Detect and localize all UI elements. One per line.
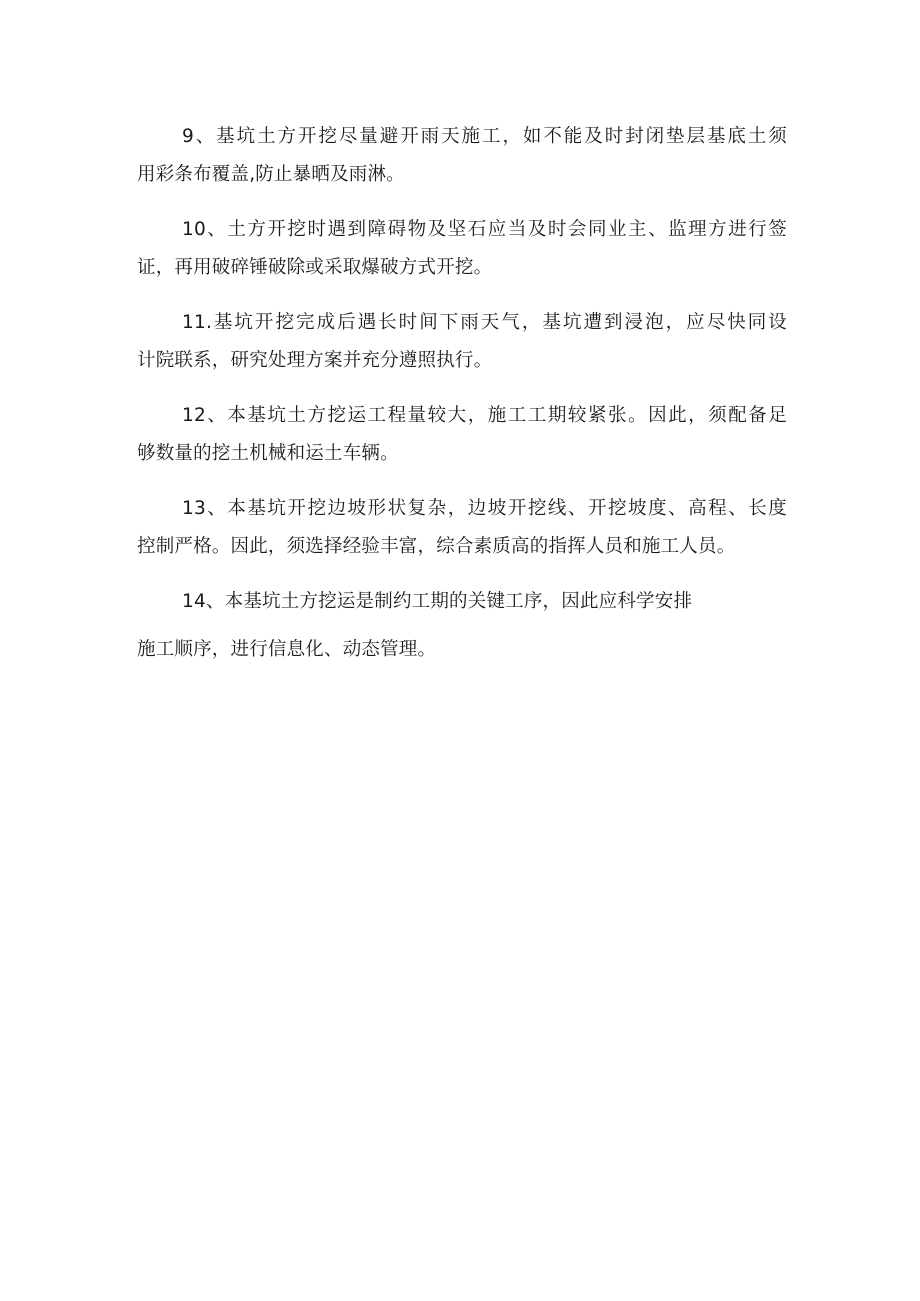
paragraph-line: 够数量的挖土机械和运土车辆。 xyxy=(137,443,399,464)
paragraph-line: 计院联系，研究处理方案并充分遵照执行。 xyxy=(137,350,493,371)
paragraph-line: 控制严格。因此，须选择经验丰富，综合素质高的指挥人员和施工人员。 xyxy=(137,536,736,557)
paragraph-line: 11.基坑开挖完成后遇长时间下雨天气，基坑遭到浸泡，应尽快同设 xyxy=(182,312,787,333)
paragraph-14 xyxy=(137,583,787,669)
paragraph-line: 10、土方开挖时遇到障碍物及坚石应当及时会同业主、监理方进行签 xyxy=(182,219,787,240)
paragraph-12 xyxy=(137,397,787,473)
paragraph-line: 12、本基坑土方挖运工程量较大，施工工期较紧张。因此，须配备足 xyxy=(182,405,787,426)
paragraph-10 xyxy=(137,211,787,287)
paragraph-13 xyxy=(137,490,787,566)
paragraph-line: 用彩条布覆盖,防止暴晒及雨淋。 xyxy=(137,164,405,185)
paragraph-line: 施工顺序，进行信息化、动态管理。 xyxy=(137,639,437,660)
paragraph-line: 13、本基坑开挖边坡形状复杂，边坡开挖线、开挖坡度、高程、长度 xyxy=(182,498,787,519)
paragraph-line: 9、基坑土方开挖尽量避开雨天施工，如不能及时封闭垫层基底土须 xyxy=(182,126,787,147)
document-body xyxy=(137,118,787,686)
paragraph-11 xyxy=(137,304,787,380)
paragraph-line: 14、本基坑土方挖运是制约工期的关键工序，因此应科学安排 xyxy=(182,591,693,612)
paragraph-line: 证，再用破碎锤破除或采取爆破方式开挖。 xyxy=(137,257,493,278)
paragraph-9 xyxy=(137,118,787,194)
